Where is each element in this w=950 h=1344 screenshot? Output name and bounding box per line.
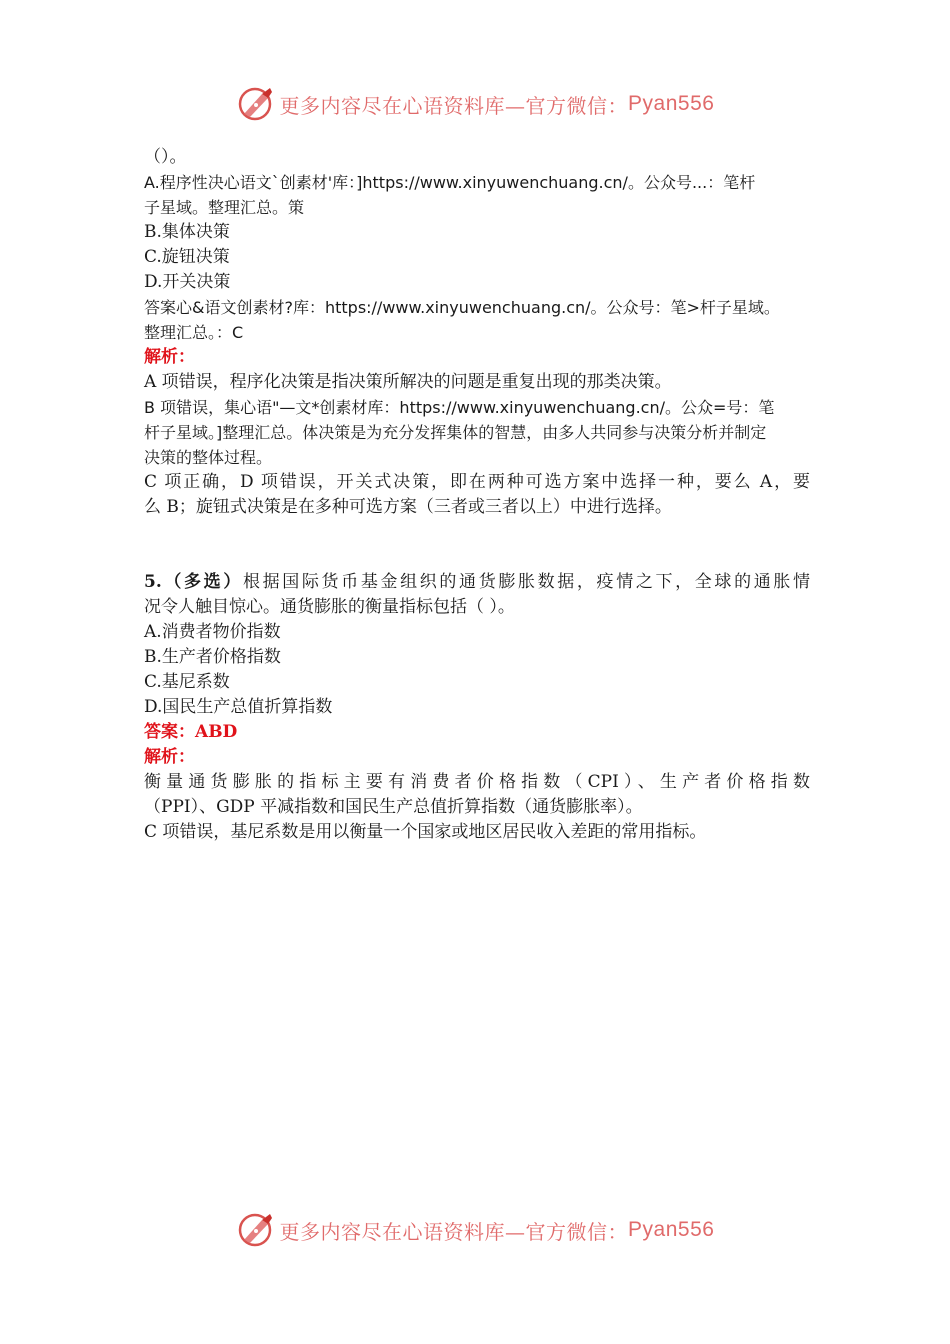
q4-option-b: B.集体决策 <box>144 222 230 242</box>
q4-option-d: D.开关决策 <box>144 272 231 292</box>
q5-analysis-label: 解析： <box>144 747 195 767</box>
q5-stem-line2: 况令人触目惊心。通货膨胀的衡量指标包括（ ）。 <box>144 597 515 617</box>
q4-analysis-2-line3: 决策的整体过程。 <box>144 448 273 467</box>
q5-answer: 答案：ABD <box>144 722 238 742</box>
pen-nib-logo-icon <box>236 1210 276 1250</box>
q5-analysis-1-line1: 衡量通货膨胀的指标主要有消费者价格指数（CPI）、生产者价格指数 <box>144 772 810 792</box>
q4-analysis-2-line2: 杆子星域。]整理汇总。体决策是为充分发挥集体的智慧，由多人共同参与决策分析并制定 <box>144 423 767 442</box>
q5-option-d: D.国民生产总值折算指数 <box>144 697 333 717</box>
q5-analysis-1-line2: （PPI）、GDP 平减指数和国民生产总值折算指数（通货膨胀率）。 <box>144 797 643 817</box>
q4-option-c: C.旋钮决策 <box>144 247 230 267</box>
q5-analysis-2: C 项错误，基尼系数是用以衡量一个国家或地区居民收入差距的常用指标。 <box>144 822 707 842</box>
q4-option-a-line1: A.程序性决心语文`创素材'库：]https://www.xinyuwenchuang.cn/。公众号...：笔杆 <box>144 173 756 192</box>
banner-text: 更多内容尽在心语资料库—官方微信： <box>279 93 629 118</box>
q5-option-c: C.基尼系数 <box>144 672 230 692</box>
q4-analysis-3-line2: 么 B；旋钮式决策是在多种可选方案（三者或三者以上）中进行选择。 <box>144 497 672 517</box>
pen-nib-logo-icon <box>236 84 276 124</box>
q5-option-b: B.生产者价格指数 <box>144 647 281 667</box>
q4-option-a-line2: 子星域。整理汇总。策 <box>144 198 305 217</box>
q4-analysis-1: A 项错误，程序化决策是指决策所解决的问题是重复出现的那类决策。 <box>144 372 672 392</box>
q5-option-a: A.消费者物价指数 <box>144 622 281 642</box>
banner-wechat-id: Pyan556 <box>628 1218 715 1241</box>
banner-wechat-id: Pyan556 <box>628 92 715 115</box>
section-gap <box>144 520 810 570</box>
q4-analysis-label: 解析： <box>144 347 195 367</box>
document-body <box>144 145 810 845</box>
q5-number: 5.（多选） <box>144 572 243 592</box>
q4-analysis-3-line1: C 项正确，D 项错误，开关式决策，即在两种可选方案中选择一种，要么 A，要 <box>144 472 810 492</box>
header-banner <box>0 82 950 126</box>
q5-stem-line1 <box>144 570 810 595</box>
q4-stem-tail: （）。 <box>144 147 187 167</box>
q4-answer-line1: 答案心&语文创素材?库：https://www.xinyuwenchuang.cn/。公众号：笔>杆子星域。 <box>144 298 780 317</box>
q5-stem-text: 根据国际货币基金组织的通货膨胀数据，疫情之下，全球的通胀情 <box>242 572 810 592</box>
q4-answer-line2: 整理汇总。：C <box>144 323 244 342</box>
banner-text: 更多内容尽在心语资料库—官方微信： <box>279 1219 629 1244</box>
footer-banner <box>0 1208 950 1252</box>
q4-analysis-2-line1: B 项错误，集心语"—文*创素材库：https://www.xinyuwenchuang.cn/。公众=号：笔 <box>144 398 775 417</box>
